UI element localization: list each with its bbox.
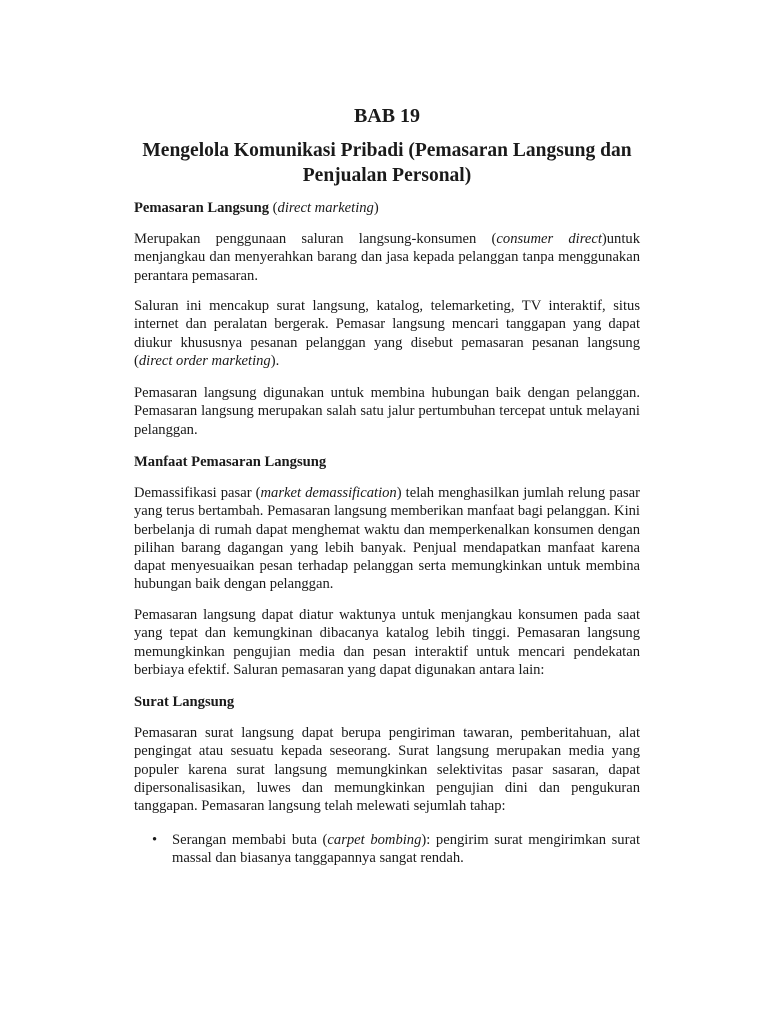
paragraph-relationship: Pemasaran langsung digunakan untuk membina hubungan baik dengan pelanggan. Pemasaran langsung merupakan salah satu jalur pertumbuhan tercepat untuk melayani pelanggan. [134,385,640,438]
list-item-text: Serangan membabi buta (carpet bombing): pengirim surat mengirimkan surat massal dan biasanya tanggapannya sangat rendah. [172,832,640,867]
section-heading-italic: direct marketing [277,200,374,216]
paragraph-demassification: Demassifikasi pasar (market demassification) telah menghasilkan jumlah relung pasar yang terus bertambah. Pemasaran langsung memberikan manfaat bagi pelanggan. Kini berbelanja di rumah dapat menghemat waktu dan memperkenalkan konsumen dengan pilihan barang dagangan yang lebih banyak. Penjual mendapatkan manfaat karena dapat menyesuaikan pesan terhadap pelanggan serta memungkinkan untuk membina hubungan baik dengan pelanggan. [134,485,640,593]
italic-term: consumer direct [496,231,602,247]
section-heading-text: Pemasaran Langsung [134,200,270,216]
chapter-title [134,138,640,188]
chapter-title-line-2: Penjualan Personal) [302,165,472,186]
section-heading-pemasaran-langsung: Pemasaran Langsung (direct marketing) [134,200,379,216]
paragraph-channels: Saluran ini mencakup surat langsung, katalog, telemarketing, TV interaktif, situs internet dan peralatan bergerak. Pemasar langsung mencari tanggapan yang dapat diukur khususnya pesanan pelanggan yang disebut pemasaran pesanan langsung (direct order marketing). [134,298,640,369]
chapter-number: BAB 19 [353,105,421,127]
section-heading-manfaat: Manfaat Pemasaran Langsung [134,454,327,470]
section-heading-surat-langsung: Surat Langsung [134,694,235,710]
bullet-icon: • [152,832,158,848]
chapter-title-line-1: Mengelola Komunikasi Pribadi (Pemasaran Langsung dan [142,140,632,161]
italic-term: carpet bombing [327,832,422,848]
italic-term: direct order marketing [138,352,271,369]
paragraph-direct-mail: Pemasaran surat langsung dapat berupa pengiriman tawaran, pemberitahuan, alat pengingat atau sesuatu kepada seseorang. Surat langsung merupakan media yang populer karena surat langsung memungkinkan selektivitas pasar sasaran, dapat dipersonalisasikan, luwes dan memungkinkan pengujian dini dan pengukuran tanggapan. Pemasaran langsung telah melewati sejumlah tahap: [134,725,640,815]
paragraph-timing: Pemasaran langsung dapat diatur waktunya untuk menjangkau konsumen pada saat yang tepat dan kemungkinan dibacanya katalog lebih tinggi. Pemasaran langsung memungkinkan pengujian media dan pesan interaktif untuk mencari pendekatan berbiaya efektif. Saluran pemasaran yang dapat digunakan antara lain: [134,607,640,678]
italic-term: market demassification [260,485,397,501]
paragraph-definition: Merupakan penggunaan saluran langsung-konsumen (consumer direct)untuk menjangkau dan menyerahkan barang dan jasa kepada pelanggan tanpa menggunakan perantara pemasaran. [134,231,640,284]
